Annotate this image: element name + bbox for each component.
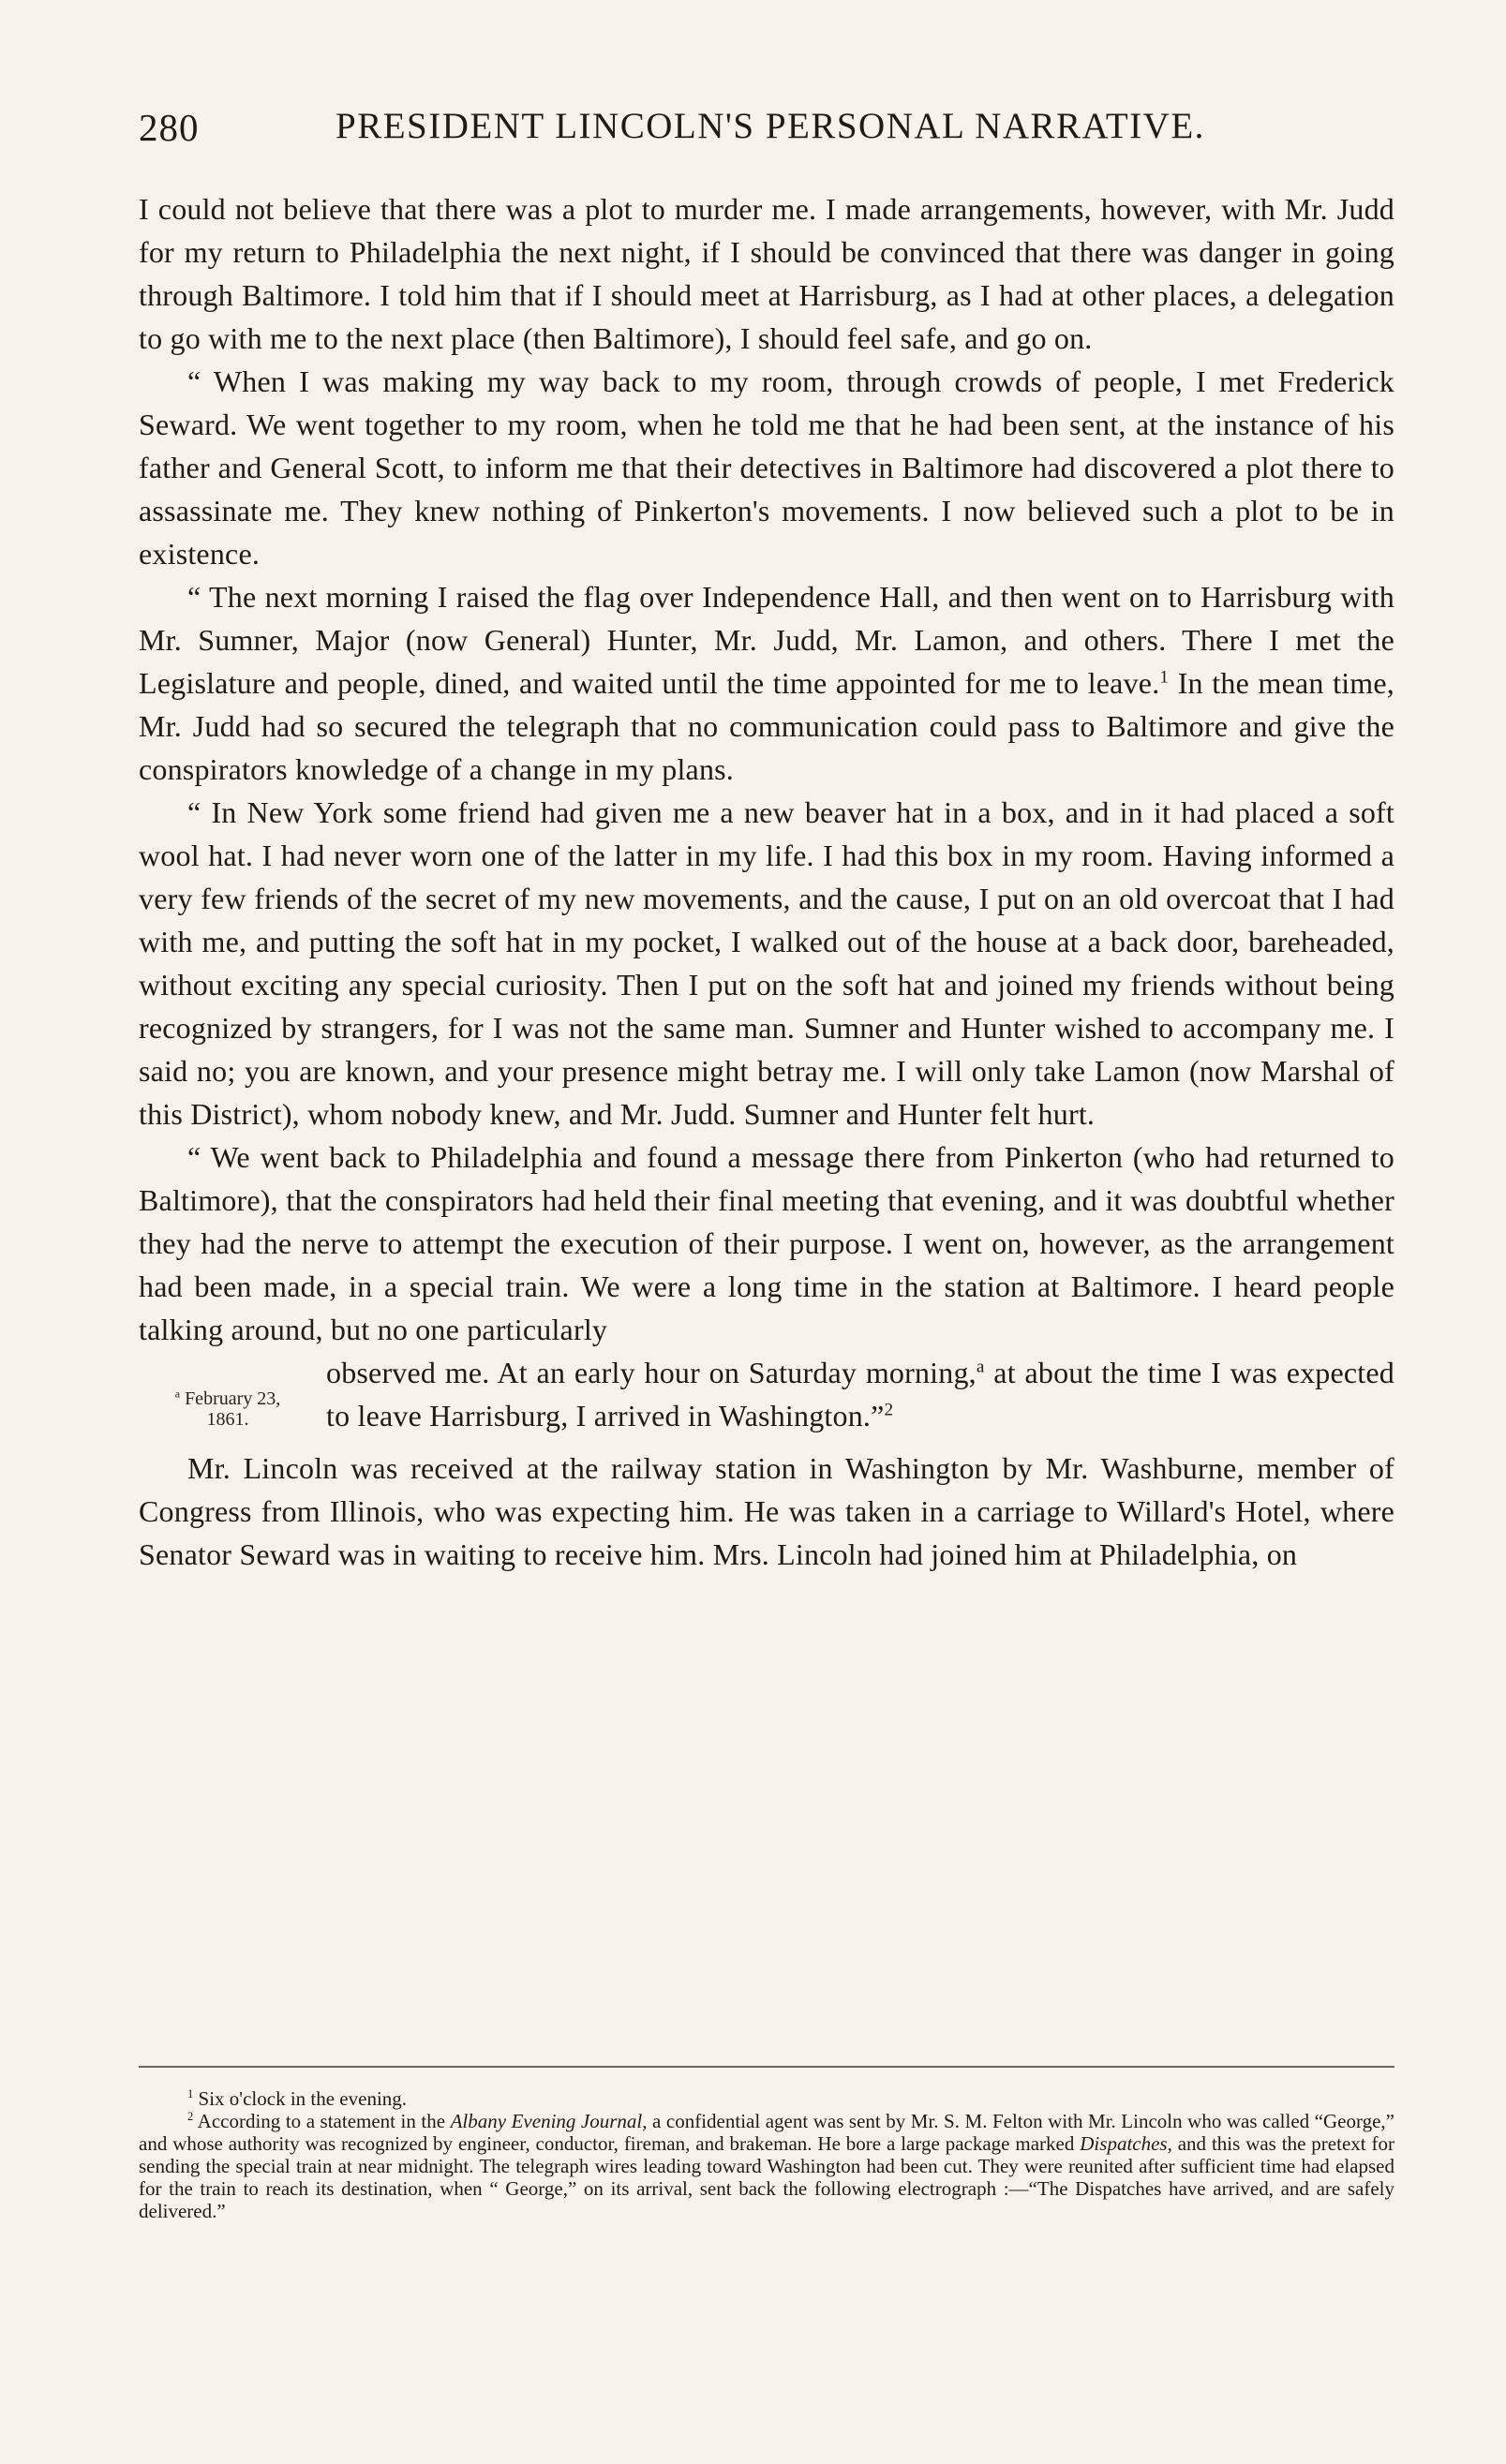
page-number: 280 (139, 106, 200, 149)
footnote-1 (139, 2087, 1394, 2110)
paragraph-5: “ We went back to Philadelphia and found a message there from Pinkerton (who had returned to Baltimore), that the conspirators had held their final meeting that evening, and it was doubtful whether they had the nerve to attempt the execution of their purpose. I went on, however, as the arrangement had been made, in a special train. We were a long time in the station at Baltimore. I heard people talking around, but no one particularly (139, 1140, 1394, 1346)
footnote-rule (139, 2066, 1394, 2068)
marginal-note-marker: a (174, 1387, 181, 1401)
footnote-2-text-a: According to a statement in the (197, 2110, 451, 2132)
footnote-ref-1: 1 (1159, 667, 1170, 688)
marginal-note-line-2: 1861. (206, 1409, 249, 1430)
footnote-1-marker: 1 (187, 2087, 194, 2100)
paragraph-1: I could not believe that there was a plot to murder me. I made arrangements, however, with Mr. Judd for my return to Philadelphia the next night, if I should be convinced that there was danger in going through Baltimore. I told him that if I should meet at Harrisburg, as I had at other places, a delegation to go with me to the next place (then Baltimore), I should feel safe, and go on. (139, 192, 1394, 355)
footnote-2-text-c: and this was the pretext for sending the special train at near midnight. The telegraph wires leading toward Washington had been cut. They were reunited after sufficient time had elapsed for the train to reach its destination, when “ George,” on its arrival, sent back the following electrograph :—“The Dispatches have arrived, and are safely delivered.” (139, 2132, 1394, 2222)
footnote-2-marker: 2 (187, 2110, 194, 2123)
paragraph-6: Mr. Lincoln was received at the railway station in Washington by Mr. Washburne, member of Congress from Illinois, who was expecting him. He was taken in a carriage to Willard's Hotel, where Senator Seward was in waiting to receive him. Mrs. Lincoln had joined him at Philadelphia, on (139, 1451, 1394, 1571)
body-text (139, 187, 1394, 1576)
paragraph-5-continued (139, 1351, 1394, 1437)
paragraph-2: “ When I was making my way back to my room, through crowds of people, I met Frederick Seward. We went together to my room, when he told me that he had been sent, at the instance of his father and General Scott, to inform me that their detectives in Baltimore had discovered a plot there to assassinate me. They knew nothing of Pinkerton's movements. I now believed such a plot to be in existence. (139, 364, 1394, 571)
footnote-2-italic-b: Dispatches, (1080, 2132, 1172, 2155)
footnote-ref-2: 2 (884, 1400, 894, 1420)
footnote-2 (139, 2110, 1394, 2222)
running-head: PRESIDENT LINCOLN'S PERSONAL NARRATIVE. (335, 106, 1205, 146)
footnotes (139, 2087, 1394, 2222)
marginal-note-line-1: February 23, (185, 1388, 281, 1409)
footnote-1-text: Six o'clock in the evening. (198, 2087, 408, 2110)
paragraph-5-cont-text-b: at about the time I was expected to leave Harrisburg, I arrived in Washington.” (326, 1356, 1394, 1432)
footnote-2-text-b: a confidential agent was sent by Mr. S. M. Felton with Mr. Lincoln who was called “George,” and whose authority was recognized by engineer, conductor, fireman, and brakeman. He bore a large package marked (139, 2110, 1394, 2155)
paragraph-5-cont-text-a: observed me. At an early hour on Saturday morning, (326, 1356, 977, 1389)
paragraph-3 (139, 575, 1394, 791)
page-header (139, 105, 1394, 161)
margin-note-block (139, 1351, 1394, 1437)
paragraph-4: “ In New York some friend had given me a new beaver hat in a box, and in it had placed a soft wool hat. I had never worn one of the latter in my life. I had this box in my room. Having informed a very few friends of the secret of my new movements, and the cause, I put on an old overcoat that I had with me, and putting the soft hat in my pocket, I walked out of the house at a back door, bareheaded, without exciting any special curiosity. Then I put on the soft hat and joined my friends without being recognized by strangers, for I was not the same man. Sumner and Hunter wished to accompany me. I said no; you are known, and your presence might betray me. I will only take Lamon (now Marshal of this District), whom nobody knew, and Mr. Judd. Sumner and Hunter felt hurt. (139, 795, 1394, 1131)
marginal-ref-a: a (976, 1357, 985, 1377)
marginal-note (139, 1388, 317, 1430)
paragraph-3-text-a: “ The next morning I raised the flag over Independence Hall, and then went on to Harrisburg with Mr. Sumner, Major (now General) Hunter, Mr. Judd, Mr. Lamon, and others. There I met the Legislature and people, dined, and waited until the time appointed for me to leave. (139, 580, 1394, 700)
footnote-2-italic-a: Albany Evening Journal, (450, 2110, 648, 2132)
paragraph-3-text-b: In the mean time, Mr. Judd had so secured the telegraph that no communication could pass to Baltimore and give the conspirators knowledge of a change in my plans. (139, 666, 1394, 786)
